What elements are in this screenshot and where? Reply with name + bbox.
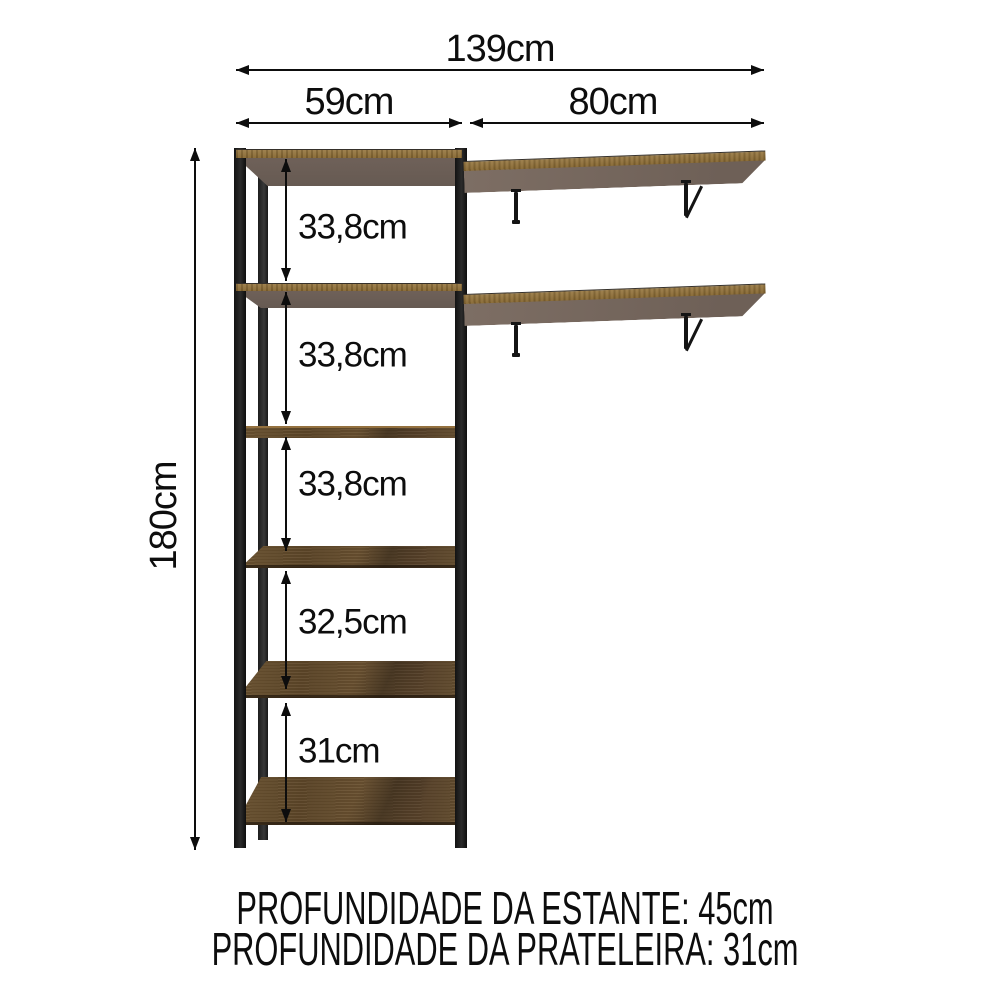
frame-post-front-left: [234, 148, 246, 848]
gap-label-3: 33,8cm: [298, 464, 407, 504]
gap-arrow-3: [285, 437, 287, 551]
width-left-label: 59cm: [304, 81, 394, 123]
footer-depth-shelf: PROFUNDIDADE DA PRATELEIRA: 31cm: [211, 923, 799, 975]
width-total-label: 139cm: [445, 28, 555, 70]
shelf-5: [237, 661, 462, 698]
height-label: 180cm: [143, 461, 185, 571]
gap-label-5: 31cm: [298, 731, 380, 771]
gap-arrow-4: [285, 571, 287, 689]
shelf-4: [240, 546, 462, 568]
frame-post-back-left: [258, 168, 268, 840]
shelf-bracket-diagonal: [684, 183, 688, 216]
shelf-top-edge: [236, 149, 462, 158]
shelf-bottom: [235, 777, 462, 825]
width-right-label: 80cm: [568, 81, 658, 123]
shelf-2-underside: [236, 290, 462, 308]
gap-arrow-5: [285, 703, 287, 822]
shelf-bracket: [514, 325, 518, 355]
shelf-top-underside: [236, 157, 462, 186]
gap-label-1: 33,8cm: [298, 207, 407, 247]
gap-arrow-1: [285, 159, 287, 281]
wall-shelf-lower: [463, 283, 766, 326]
shelf-3: [240, 426, 462, 438]
wall-shelf-upper: [463, 150, 766, 193]
gap-arrow-2: [285, 292, 287, 424]
shelf-bracket: [514, 192, 518, 222]
height-arrow: [194, 148, 196, 850]
gap-label-2: 33,8cm: [298, 335, 407, 375]
frame-post-right: [455, 148, 467, 848]
shelf-bracket-diagonal: [684, 316, 688, 349]
shelf-2-edge: [236, 283, 462, 291]
footer-depth-unit: PROFUNDIDADE DA ESTANTE: 45cm: [236, 882, 774, 934]
gap-label-4: 32,5cm: [298, 602, 407, 642]
